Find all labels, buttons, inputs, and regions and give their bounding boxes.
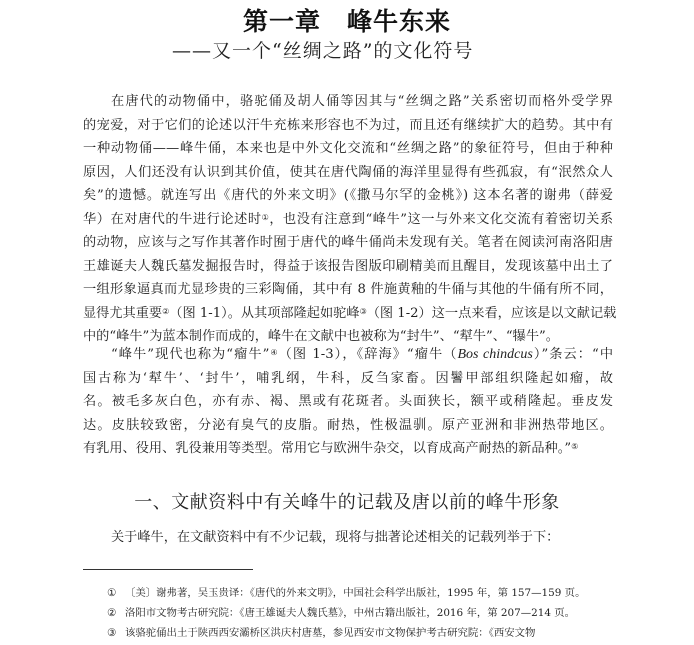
footnote-ref[interactable]: ③ (359, 306, 367, 316)
footnote-item (107, 623, 617, 643)
footnote-number: ③ (107, 627, 117, 639)
text-line: 显得尤其重要②（图 1-1）。从其项部隆起如驼峰③（图 1-2）这一点来看，应该是以文献记载 (83, 305, 617, 321)
text-line: 有乳用、役用、乳役兼用等类型。常用它与欧洲牛杂交，以育成高产耐热的新品种。”⑤ (83, 441, 579, 456)
footnotes (107, 583, 617, 643)
chapter-label: 第一章 (242, 7, 321, 36)
text-line: 中的“峰牛”为蓝本制作而成的，峰牛在文献中也被称为“封牛”、“犎牛”、“犦牛”。 (83, 329, 559, 344)
paragraph-2 (83, 343, 613, 461)
footnote-ref[interactable]: ④ (269, 348, 279, 357)
section-heading: 一、文献资料中有关峰牛的记载及唐以前的峰牛形象 (134, 492, 560, 513)
text-line: 的动物，应该与之写作其著作时囿于唐代的峰牛俑尚未发现有关。笔者在阅读河南洛阳唐 (83, 235, 613, 250)
paragraph-3: 关于峰牛，在文献资料中有不少记载，现将与拙著论述相关的记载列举于下： (111, 530, 560, 545)
footnote-ref[interactable]: ① (261, 212, 270, 222)
text-line: 一组形象逼真而尤显珍贵的三彩陶俑，其中有 8 件施黄釉的牛俑与其他的牛俑有所不同， (83, 282, 613, 297)
footnote-number: ② (107, 607, 117, 619)
footnote-ref[interactable]: ⑤ (571, 442, 579, 451)
paragraph-1 (83, 90, 617, 349)
text-line: 王雄诞夫人魏氏墓发掘报告时，得益于该报告图版印刷精美而且醒目，发现该墓中出土了 (83, 258, 613, 274)
footnote-number: ① (107, 587, 117, 599)
text-line: 国古称为‘犎牛’、‘封牛’，哺乳纲，牛科，反刍家畜。因鬐甲部组织隆起如瘤，故 (83, 370, 613, 386)
footnote-item (107, 583, 617, 603)
footnote-item (107, 603, 617, 623)
footnote-ref[interactable]: ② (162, 306, 170, 316)
text-line: 名。被毛多灰白色，亦有赤、褐、黑或有花斑者。头面狭长，额平或稍隆起。垂皮发 (83, 394, 613, 409)
text-line: 矣”的遗憾。就连写出《唐代的外来文明》(《撒马尔罕的金桃》) 这本名著的谢弗（薛爱 (83, 188, 613, 203)
text-line: 原因，人们还没有认识到其价值，使其在唐代陶俑的海洋里显得有些孤寂，有“泯然众人 (83, 164, 613, 180)
text-line: 达。皮肤较致密，分泌有臭气的皮脂。耐热，性极温驯。原产亚洲和非洲热带地区。 (83, 417, 613, 433)
chapter-name: 峰牛东来 (347, 7, 452, 36)
text-line: 在唐代的动物俑中，骆驼俑及胡人俑等因其与“丝绸之路”关系密切而格外受学界 (111, 94, 613, 109)
text-line: 华）在对唐代的牛进行论述时①，也没有注意到“峰牛”这一与外来文化交流有着密切关系 (83, 211, 614, 227)
text-line: 一种动物俑——峰牛俑，本来也是中外文化交流和“丝绸之路”的象征符号，但由于种种 (83, 141, 613, 156)
footnote-divider (83, 569, 253, 570)
chapter-subtitle: ——又一个“丝绸之路”的文化符号 (172, 40, 474, 62)
footnote-text: 〔美〕谢弗著，吴玉贵译：《唐代的外来文明》，中国社会科学出版社，1995 年，第 157—159 页。 (125, 587, 586, 599)
text-line: 的宠爱，对于它们的论述以汗牛充栋来形容也不为过，而且还有继续扩大的趋势。其中有 (83, 117, 613, 133)
footnote-text: 该骆驼俑出土于陕西西安灞桥区洪庆村唐墓，参见西安市文物保护考古研究院：《西安文物 (125, 627, 536, 639)
footnote-text: 洛阳市文物考古研究院：《唐王雄诞夫人魏氏墓》，中州古籍出版社，2016 年，第 207—214 页。 (125, 607, 576, 619)
text-line: “峰牛”现代也称为“瘤牛”④（图 1-3），《辞海》“瘤牛（Bos chindcus）”条云：“中 (111, 347, 614, 362)
chapter-title (0, 2, 694, 38)
latin-name: Bos chindcus (457, 347, 533, 362)
